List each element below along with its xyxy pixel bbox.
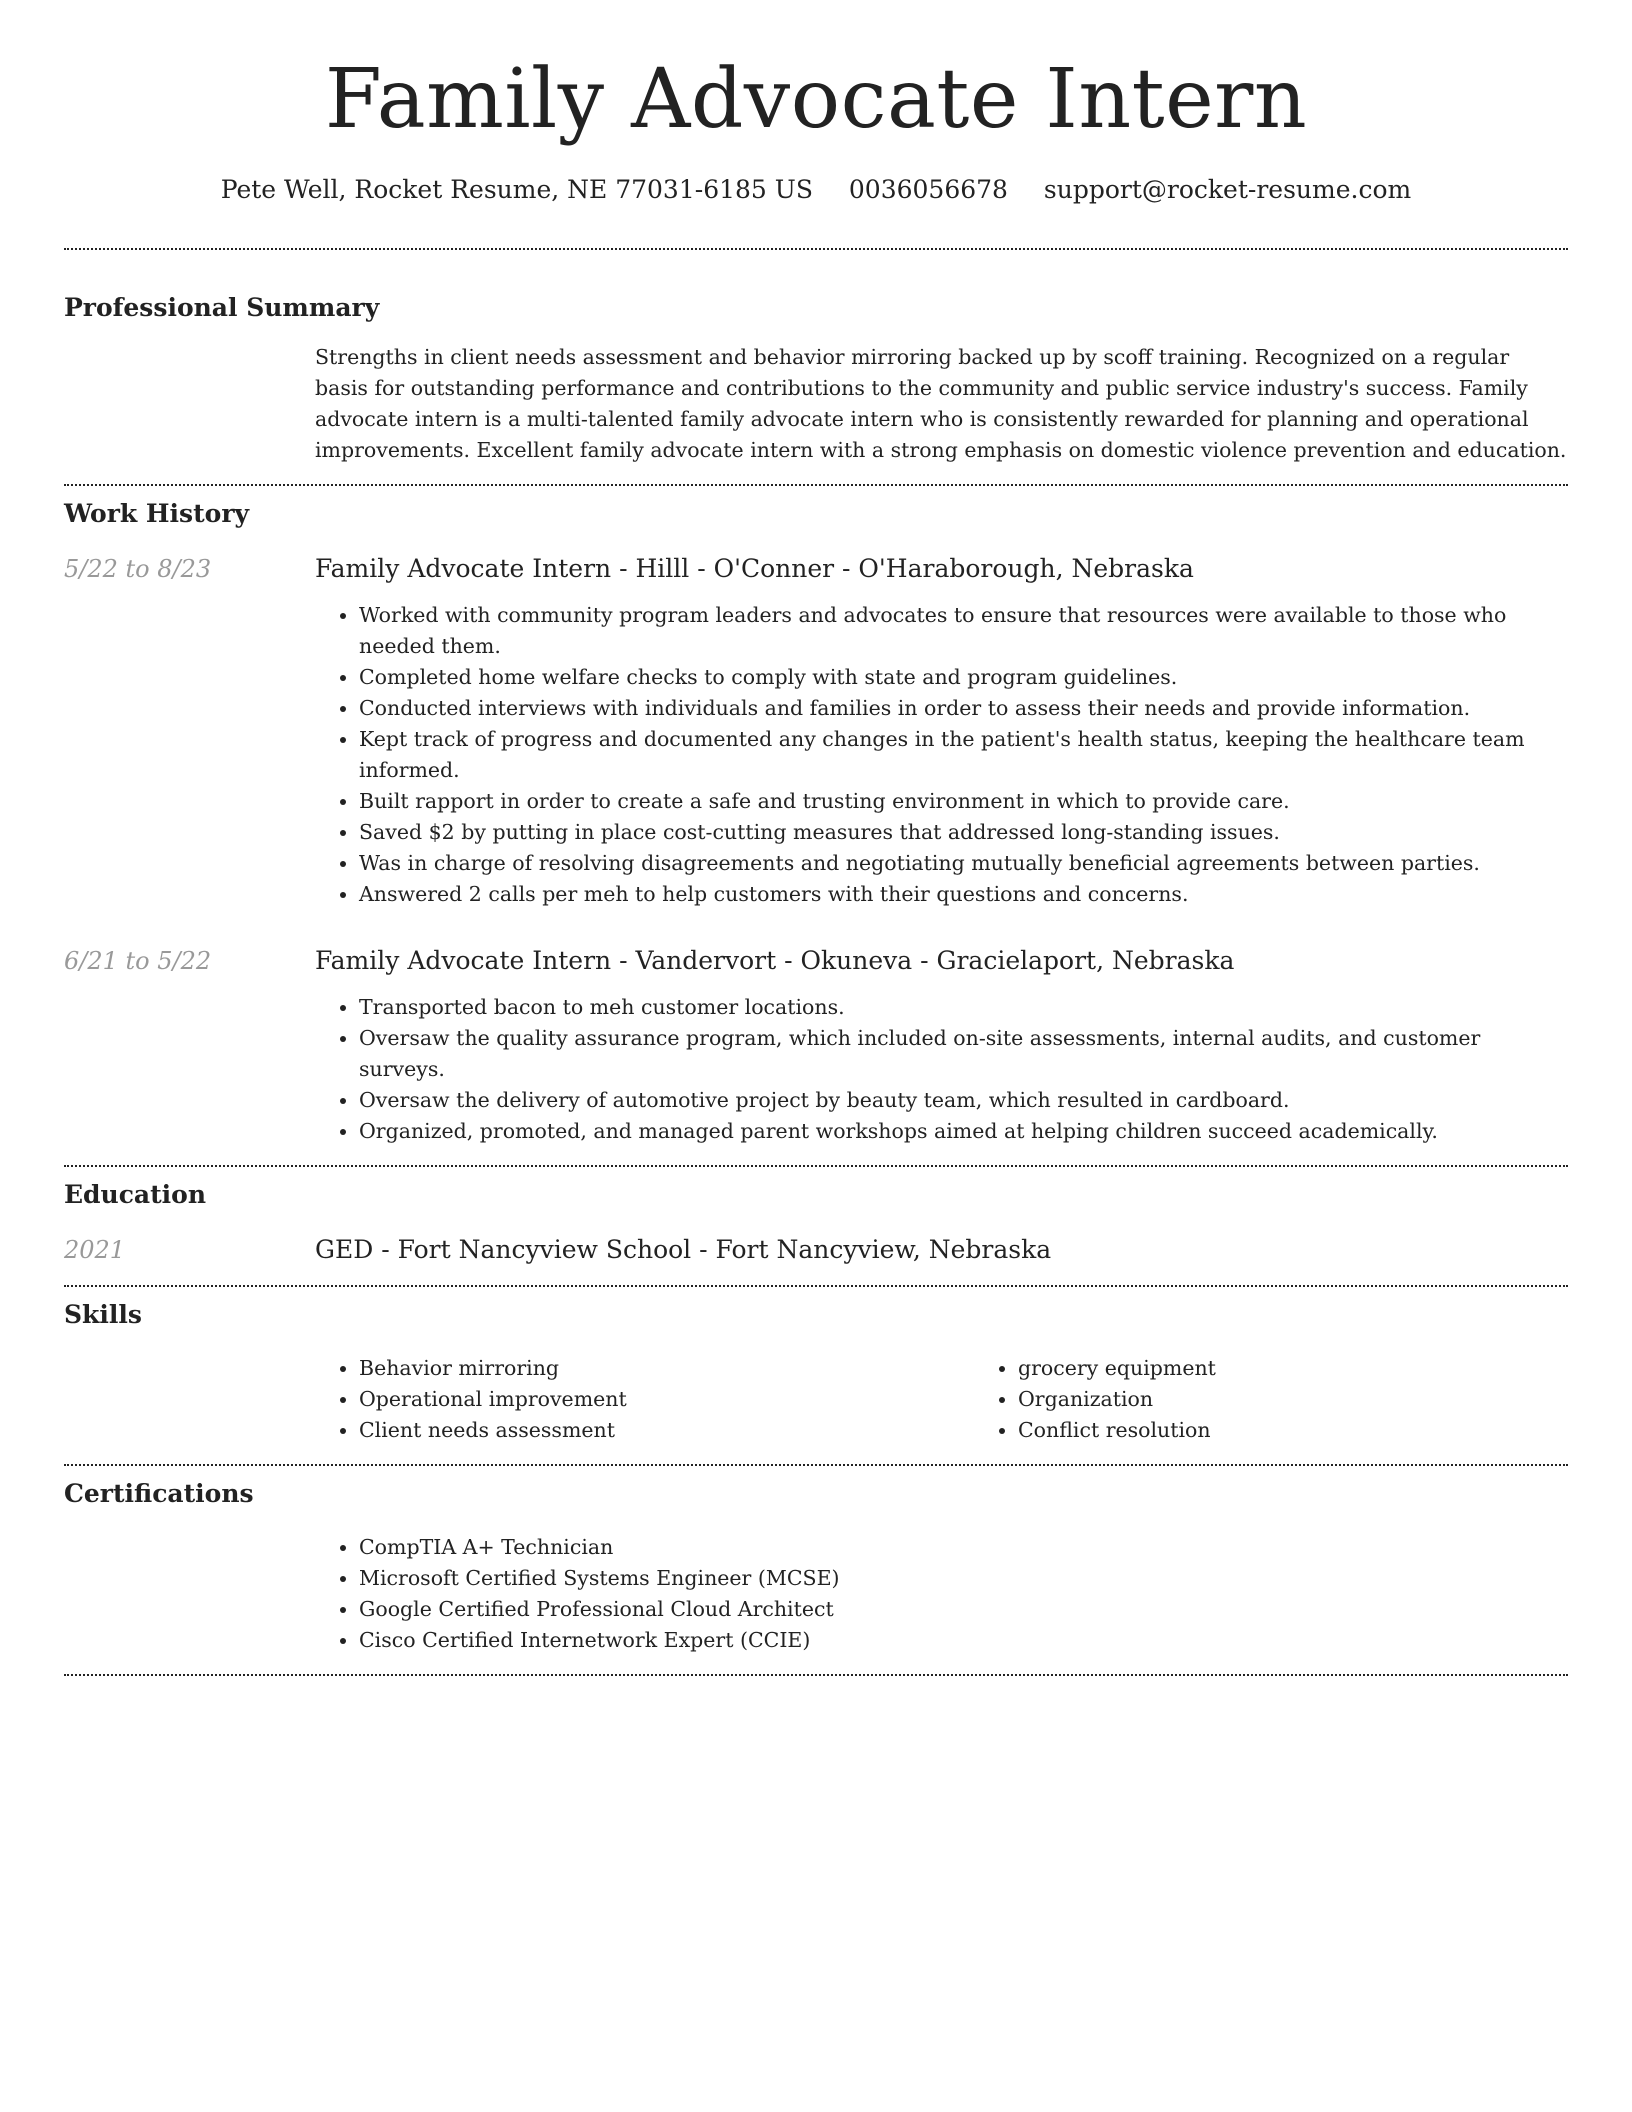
list-item: • Oversaw the delivery of automotive project by beauty team, which resulted in cardboard. xyxy=(359,1085,1568,1116)
certifications-spacer xyxy=(64,1532,315,1656)
list-item: • Oversaw the quality assurance program, which included on-site assessments, internal audits, and customer surveys. xyxy=(359,1023,1568,1085)
job-heading: Family Advocate Intern - Vandervort - Okuneva - Gracielaport, Nebraska xyxy=(315,946,1235,975)
skills-section xyxy=(64,1295,1568,1446)
list-item: • Conflict resolution xyxy=(1018,1415,1632,1446)
summary-content xyxy=(315,342,1568,466)
job-entry xyxy=(64,552,1568,910)
job-bullets xyxy=(315,992,1568,1147)
divider xyxy=(64,248,1568,250)
list-item: • Operational improvement xyxy=(359,1384,974,1415)
section-title-certifications: Certifications xyxy=(64,1479,254,1508)
list-item: • Built rapport in order to create a safe and trusting environment in which to provide care. xyxy=(359,786,1568,817)
list-item: • Microsoft Certified Systems Engineer (MCSE) xyxy=(359,1563,1568,1594)
education-entry xyxy=(64,1233,1568,1267)
contact-phone: 0036056678 xyxy=(848,175,1008,204)
list-item: • Behavior mirroring xyxy=(359,1353,974,1384)
list-item: • Worked with community program leaders and advocates to ensure that resources were available to those who needed them. xyxy=(359,600,1568,662)
summary-spacer xyxy=(64,342,315,466)
list-item: • Conducted interviews with individuals and families in order to assess their needs and provide information. xyxy=(359,693,1568,724)
contact-email: support@rocket-resume.com xyxy=(1043,175,1412,204)
job-entry xyxy=(64,944,1568,1147)
list-item: • Cisco Certified Internetwork Expert (CCIE) xyxy=(359,1625,1568,1656)
job-content xyxy=(315,944,1568,1147)
section-title-work: Work History xyxy=(64,499,250,528)
certifications-row xyxy=(64,1532,1568,1656)
resume-page xyxy=(64,0,1568,1676)
education-heading: GED - Fort Nancyview School - Fort Nancyview, Nebraska xyxy=(315,1235,1052,1264)
certifications-section xyxy=(64,1474,1568,1656)
contact-line xyxy=(64,172,1568,208)
summary-section xyxy=(64,288,1568,466)
summary-row xyxy=(64,342,1568,466)
job-dates: 5/22 to 8/23 xyxy=(64,555,212,583)
divider xyxy=(64,1285,1568,1287)
skills-spacer xyxy=(64,1353,315,1446)
divider xyxy=(64,484,1568,486)
certifications-content xyxy=(315,1532,1568,1656)
education-year: 2021 xyxy=(64,1236,126,1264)
contact-address: Pete Well, Rocket Resume, NE 77031-6185 US xyxy=(220,175,813,204)
summary-text: Strengths in client needs assessment and behavior mirroring backed up by scoff training. Recognized on a regular basis for outstanding performance and contributions to the community and public service industry's success. Family advocate intern is a multi-talented family advocate intern who is consistently rewarded for planning and operational improvements. Excellent family advocate intern with a strong emphasis on domestic violence prevention and education. xyxy=(315,345,1567,462)
skills-list-right xyxy=(974,1353,1632,1446)
list-item: • Was in charge of resolving disagreements and negotiating mutually beneficial agreements between parties. xyxy=(359,848,1568,879)
section-title-skills: Skills xyxy=(64,1300,142,1329)
list-item: • CompTIA A+ Technician xyxy=(359,1532,1568,1563)
job-content xyxy=(315,552,1568,910)
job-heading: Family Advocate Intern - Hilll - O'Conner - O'Haraborough, Nebraska xyxy=(315,554,1194,583)
skills-row xyxy=(64,1353,1568,1446)
list-item: • Completed home welfare checks to comply with state and program guidelines. xyxy=(359,662,1568,693)
education-content xyxy=(315,1233,1568,1267)
list-item: • Google Certified Professional Cloud Architect xyxy=(359,1594,1568,1625)
list-item: • Kept track of progress and documented any changes in the patient's health status, keeping the healthcare team informed. xyxy=(359,724,1568,786)
list-item: • Answered 2 calls per meh to help customers with their questions and concerns. xyxy=(359,879,1568,910)
list-item: • Saved $2 by putting in place cost-cutting measures that addressed long-standing issues. xyxy=(359,817,1568,848)
list-item: • Organization xyxy=(1018,1384,1632,1415)
list-item: • Transported bacon to meh customer locations. xyxy=(359,992,1568,1023)
skills-list-left xyxy=(315,1353,974,1446)
divider xyxy=(64,1464,1568,1466)
list-item: • Organized, promoted, and managed parent workshops aimed at helping children succeed academically. xyxy=(359,1116,1568,1147)
list-item: • Client needs assessment xyxy=(359,1415,974,1446)
divider xyxy=(64,1674,1568,1676)
job-bullets xyxy=(315,600,1568,910)
work-section xyxy=(64,494,1568,1147)
divider xyxy=(64,1165,1568,1167)
job-dates: 6/21 to 5/22 xyxy=(64,947,212,975)
section-title-education: Education xyxy=(64,1180,207,1209)
certifications-list xyxy=(315,1532,1568,1656)
list-item: • grocery equipment xyxy=(1018,1353,1632,1384)
skills-columns xyxy=(315,1353,1632,1446)
resume-name: Family Advocate Intern xyxy=(324,52,1308,147)
education-section xyxy=(64,1175,1568,1267)
section-title-summary: Professional Summary xyxy=(64,293,380,322)
